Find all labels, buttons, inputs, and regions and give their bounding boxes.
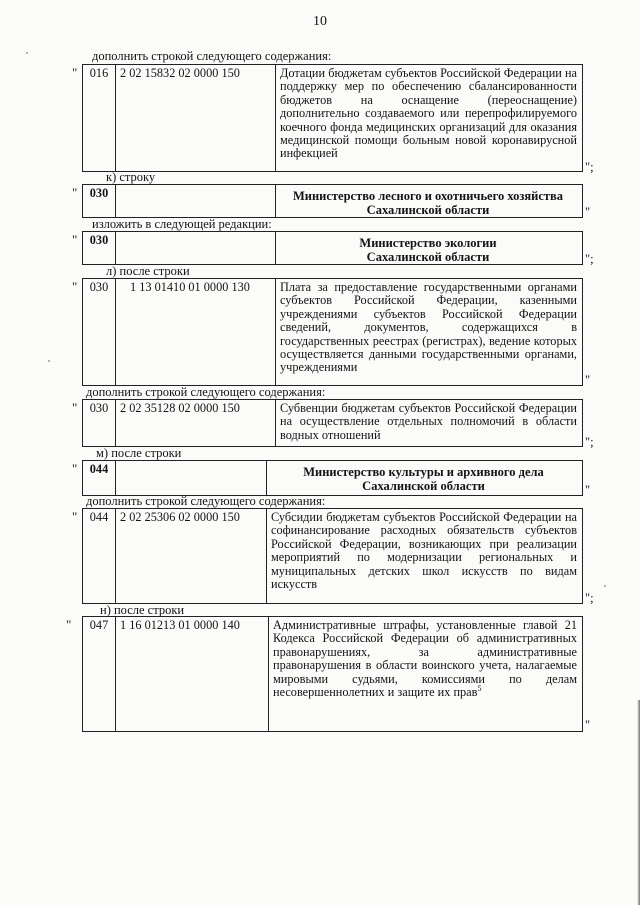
open-quote: " [66,617,72,632]
admin-code: 030 [83,185,116,217]
instruction-add-row: дополнить строкой следующего содержания: [86,385,326,399]
ministry-heading [265,461,582,495]
instruction-add-row: дополнить строкой следующего содержания: [86,494,326,508]
ministry-heading [274,185,582,217]
admin-code: 044 [83,509,116,603]
admin-code: 044 [83,461,116,495]
ministry-region: Сахалинской области [362,479,485,493]
admin-code: 030 [83,232,116,264]
scan-speck [26,52,28,54]
close-quote: "; [585,160,594,174]
table-row [82,184,583,218]
instruction-after-row: л) после строки [106,264,190,278]
income-description: Субвенции бюджетам субъектов Российской Федерации на осуществление отдельных полномочий в области водных отношений [280,401,577,442]
ministry-name: Министерство экологии [359,236,497,250]
ministry-region: Сахалинской области [366,203,490,217]
income-description: Субсидии бюджетам субъектов Российской Федерации на софинансирование расходных обязательств субъектов Российской Федерации, возникающих при реализации мероприятий по модернизации региональных и муниципальных детских школ искусств по видам искусств [271,510,577,592]
admin-code: 030 [83,400,116,446]
admin-code: 030 [83,279,116,385]
instruction-add-row: дополнить строкой следующего содержания: [92,49,332,63]
open-quote: " [72,509,78,524]
table-row [82,64,583,172]
table-row [82,508,583,604]
close-quote: " [585,205,591,219]
income-description: Плата за предоставление государственными органами субъектов Российской Федерации, казенными учреждениями субъектов Российской Федерации сведений, документов, содержащихся в государственных реестрах (регистрах), ведение которых осуществляется данными государственными органами, учреждениями [280,280,577,375]
open-quote: " [72,279,78,294]
budget-classification-code: 2 02 15832 02 0000 150 [116,65,276,171]
close-quote: "; [585,252,594,266]
instruction-after-row: н) после строки [100,603,185,617]
scan-speck [48,360,50,362]
instruction-replace: изложить в следующей редакции: [92,217,272,231]
close-quote: " [585,373,591,387]
budget-classification-code [116,232,276,264]
open-quote: " [72,400,78,415]
ministry-heading [274,232,582,264]
table-row [82,399,583,447]
scan-speck [604,585,606,587]
instruction-row: к) строку [106,170,156,184]
open-quote: " [72,185,78,200]
close-quote: "; [585,435,594,449]
budget-classification-code [116,461,267,495]
instruction-after-row: м) после строки [96,446,182,460]
footnote-marker: 5 [477,683,482,693]
budget-classification-code [116,185,276,217]
ministry-name: Министерство лесного и охотничьего хозяйства [292,189,564,203]
admin-code: 047 [83,617,116,731]
table-row [82,231,583,265]
close-quote: " [585,718,591,732]
admin-code: 016 [83,65,116,171]
open-quote: " [72,461,78,476]
budget-classification-code: 1 16 01213 01 0000 140 [116,617,269,731]
page-number: 10 [313,14,327,29]
budget-classification-code: 2 02 35128 02 0000 150 [116,400,276,446]
budget-classification-code: 1 13 01410 01 0000 130 [116,279,276,385]
close-quote: " [585,483,591,497]
open-quote: " [72,232,78,247]
close-quote: "; [585,591,594,605]
budget-classification-code: 2 02 25306 02 0000 150 [116,509,267,603]
income-description [267,617,582,731]
table-row [82,278,583,386]
open-quote: " [72,65,78,80]
ministry-name: Министерство культуры и архивного дела [303,465,544,479]
income-description-text: Административные штрафы, установленные главой 21 Кодекса Российской Федерации об административных правонарушениях, за административные правонарушения в области воинского учета, налагаемые мировыми судьями, комиссиями по делам несовершеннолетних и защите их прав [273,618,577,700]
table-row [82,616,583,732]
ministry-region: Сахалинской области [366,250,490,264]
table-row [82,460,583,496]
income-description: Дотации бюджетам субъектов Российской Федерации на поддержку мер по обеспечению сбалансированности бюджетов на оснащение (переоснащение) дополнительно создаваемого или перепрофилируемого коечного фонда медицинских организаций для оказания медицинской помощи больным новой коронавирусной инфекцией [280,66,577,161]
